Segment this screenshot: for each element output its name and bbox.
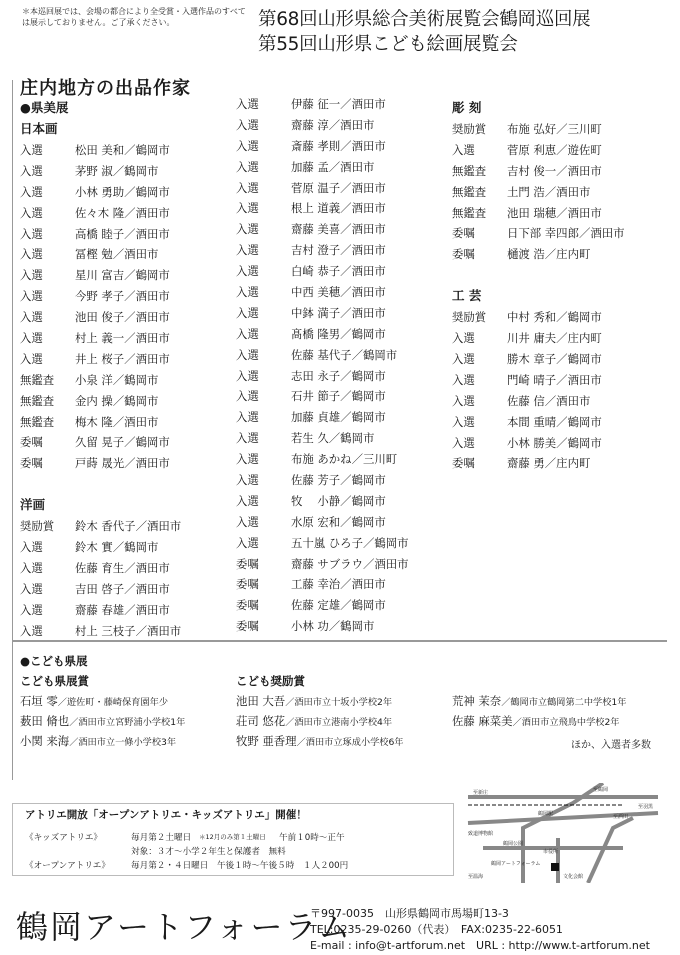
artist-name: 小林 勝美／鶴岡市 — [507, 435, 602, 450]
artist-name: 水原 宏和／鶴岡市 — [291, 514, 386, 529]
award-label: 無鑑査 — [20, 414, 55, 429]
award-label: 入選 — [236, 138, 259, 153]
list-item — [452, 328, 672, 349]
list-item — [452, 223, 672, 244]
award-label: 入選 — [236, 431, 259, 446]
kodomo-column-2 — [236, 671, 451, 751]
award-label: 無鑑査 — [20, 393, 55, 408]
artist-name: 工藤 幸治／酒田市 — [291, 577, 386, 592]
list-item — [452, 203, 672, 224]
award-label: 入選 — [452, 435, 475, 450]
chokoku-label: 彫 刻 — [452, 100, 482, 115]
artist-name: 布施 弘好／三川町 — [507, 122, 602, 136]
award-label: 委嘱 — [236, 598, 259, 613]
list-item — [20, 224, 220, 245]
award-label: 入選 — [236, 117, 259, 132]
artist-name: 吉田 啓子／酒田市 — [75, 581, 170, 596]
list-item — [452, 307, 672, 328]
kids-atelier-when: 毎月第２土曜日 — [131, 833, 192, 843]
award-label: 入選 — [236, 410, 259, 425]
list-item — [236, 595, 446, 616]
nihonga-label: 日本画 — [20, 121, 58, 136]
list-item — [236, 554, 446, 575]
map-label-atsumi: 至温海 — [468, 874, 484, 880]
map-label-park: 鶴岡公園 — [503, 841, 524, 847]
list-item — [452, 412, 672, 433]
artist-name: 斎藤 孝則／酒田市 — [291, 138, 386, 153]
award-label: 入選 — [20, 602, 43, 617]
list-item — [20, 349, 220, 370]
artist-name: 池田 俊子／酒田市 — [75, 310, 170, 325]
artist-name: 佐藤 育生／酒田市 — [75, 561, 170, 576]
artist-name: 石井 節子／鶴岡市 — [291, 389, 386, 404]
artist-name: 鈴木 實／鶴岡市 — [75, 540, 159, 555]
email-url: E-mail : info@t-artforum.net URL : http://www.t-artforum.net — [310, 939, 650, 952]
list-item — [236, 691, 451, 711]
tel-fax: TEL:0235-29-0260（代表） FAX:0235-22-6051 — [310, 923, 563, 936]
artist-name: 齋藤 淳／酒田市 — [291, 117, 375, 132]
list-item — [236, 386, 446, 407]
list-item — [20, 600, 220, 621]
list-item — [452, 711, 677, 731]
artist-name: 井上 桜子／酒田市 — [75, 351, 170, 366]
artist-name: 吉村 俊一／酒田市 — [507, 163, 602, 178]
award-label: 委嘱 — [452, 226, 475, 241]
award-label: 委嘱 — [20, 456, 43, 471]
award-label: 入選 — [236, 326, 259, 341]
child-school: ／酒田市立一條小学校3年 — [69, 737, 177, 748]
artist-name: 中村 秀和／鶴岡市 — [507, 310, 602, 325]
list-item — [236, 115, 446, 136]
list-item — [452, 182, 672, 203]
atelier-heading: アトリエ開放「オープンアトリエ・キッズアトリエ」開催！ — [25, 809, 307, 821]
artist-name: 五十嵐 ひろ子／鶴岡市 — [291, 535, 409, 550]
list-item — [20, 621, 220, 642]
award-label: 入選 — [236, 264, 259, 279]
list-item — [236, 616, 446, 637]
kids-atelier-name: 《キッズアトリエ》 — [25, 833, 103, 843]
artist-name: 若生 久／鶴岡市 — [291, 431, 375, 446]
list-item — [452, 391, 672, 412]
child-school: ／酒田市立琢成小学校6年 — [296, 737, 404, 748]
artist-name: 門崎 晴子／酒田市 — [507, 372, 602, 387]
award-label: 入選 — [20, 184, 43, 199]
award-label: 入選 — [452, 142, 475, 157]
child-name: 牧野 亜香理 — [236, 734, 297, 748]
list-item — [20, 516, 220, 537]
award-label: 入選 — [20, 310, 43, 325]
yoga-label: 洋画 — [20, 497, 46, 513]
artist-name: 齋藤 美喜／酒田市 — [291, 222, 386, 237]
list-item — [20, 412, 220, 433]
open-atelier-when: 毎月第２・４日曜日 午後１時〜午後５時 １人２00円 — [131, 861, 349, 871]
access-map — [463, 783, 663, 883]
award-label: 無鑑査 — [452, 205, 487, 220]
list-item — [236, 533, 446, 554]
award-label: 委嘱 — [236, 577, 259, 592]
map-label-sakata: 至酒田 — [613, 814, 629, 820]
artist-name: 志田 永子／鶴岡市 — [291, 368, 386, 383]
list-item — [236, 136, 446, 157]
kodomo-ken-label: こども県展賞 — [20, 674, 89, 688]
left-divider — [12, 80, 13, 780]
kodomo-ken-list — [20, 691, 235, 751]
list-item — [20, 307, 220, 328]
list-item — [236, 407, 446, 428]
list-item — [20, 161, 220, 182]
map-label-cityhall: 市役所 — [543, 849, 559, 855]
artist-name: 白崎 恭子／酒田市 — [291, 264, 386, 279]
award-label: 入選 — [236, 305, 259, 320]
list-item — [20, 432, 220, 453]
list-item — [20, 244, 220, 265]
kodomo-shorei-label: こども奨励賞 — [236, 674, 305, 688]
child-school: ／酒田市立十坂小学校2年 — [285, 697, 393, 708]
open-atelier-name: 《オープンアトリエ》 — [25, 861, 110, 871]
notice-text: ＊本巡回展では、会場の都合により全受賞・入選作品のすべては展示しておりません。ご了承ください。 — [22, 7, 246, 27]
list-item — [452, 691, 677, 711]
award-label: 入選 — [236, 452, 259, 467]
award-label: 入選 — [236, 222, 259, 237]
list-item — [236, 491, 446, 512]
artist-name: 小林 勇助／鶴岡市 — [75, 184, 170, 199]
list-item — [236, 711, 451, 731]
award-label: 入選 — [236, 159, 259, 174]
award-label: 委嘱 — [20, 435, 43, 450]
artist-name: 久留 晃子／鶴岡市 — [75, 435, 170, 450]
award-label: 入選 — [20, 143, 43, 157]
nihonga-list — [20, 140, 220, 474]
child-school: ／酒田市立飛鳥中学校2年 — [512, 717, 620, 728]
artist-name: 齋藤 サブラウ／酒田市 — [291, 556, 409, 571]
award-label: 入選 — [236, 535, 259, 550]
child-name: 佐藤 麻菜美 — [452, 714, 513, 728]
award-label: 奨励賞 — [20, 519, 55, 534]
artist-name: 髙橋 隆男／鶴岡市 — [291, 326, 386, 341]
list-item — [20, 140, 220, 161]
kodomo-column-3 — [452, 691, 677, 731]
award-label: 入選 — [20, 289, 43, 304]
artist-name: 土門 浩／酒田市 — [507, 184, 591, 199]
artist-name: 牧 小静／鶴岡市 — [291, 493, 386, 508]
list-item — [20, 203, 220, 224]
list-item — [236, 512, 446, 533]
award-label: 入選 — [236, 473, 259, 488]
map-label-bunka: 文化会館 — [563, 874, 584, 880]
column-1 — [20, 98, 220, 642]
map-label-haguro: 至羽黒 — [638, 804, 654, 810]
child-name: 荒神 茉奈 — [452, 694, 502, 708]
award-label: 入選 — [20, 351, 43, 366]
award-label: 無鑑査 — [20, 372, 55, 387]
map-label-shinjo: 至新庄 — [473, 790, 489, 796]
award-label: 委嘱 — [236, 556, 259, 571]
list-item — [20, 328, 220, 349]
exhibition-title-1: 第68回山形県総合美術展覧会鶴岡巡回展 — [258, 9, 591, 30]
artist-name: 樋渡 浩／庄内町 — [507, 247, 591, 262]
artist-name: 本間 重晴／鶴岡市 — [507, 414, 602, 429]
list-item — [236, 240, 446, 261]
kodomo-shorei-list — [236, 691, 451, 751]
artist-name: 齋藤 春雄／酒田市 — [75, 602, 170, 617]
child-name: 石垣 零 — [20, 694, 58, 708]
award-label: 入選 — [236, 347, 259, 362]
artist-name: 根上 道義／酒田市 — [291, 201, 386, 216]
list-item — [452, 119, 672, 140]
list-item — [20, 731, 235, 751]
kogei-label: 工 芸 — [452, 288, 482, 304]
artist-name: 高橋 睦子／酒田市 — [75, 226, 170, 241]
list-item — [452, 140, 672, 161]
postal-address: 〒997-0035 山形県鶴岡市馬場町13-3 — [310, 907, 509, 920]
child-name: 池田 大吾 — [236, 694, 286, 708]
artists-heading: 庄内地方の出品作家 — [20, 78, 191, 99]
artist-name: 梅木 隆／酒田市 — [75, 414, 159, 429]
chokoku-list — [452, 119, 672, 265]
list-item — [20, 558, 220, 579]
artist-name: 茅野 淑／鶴岡市 — [75, 163, 159, 178]
artist-name: 池田 瑞穂／酒田市 — [507, 205, 602, 220]
artist-name: 加藤 孟／酒田市 — [291, 159, 375, 174]
child-name: 薮田 脩也 — [20, 714, 70, 728]
list-item — [236, 282, 446, 303]
list-item — [20, 370, 220, 391]
award-label: 入選 — [20, 205, 43, 220]
award-label: 奨励賞 — [452, 310, 487, 325]
child-school: ／鶴岡市立鶴岡第二中学校1年 — [501, 697, 627, 708]
map-label-tsuruoka: 至鶴岡 — [593, 787, 609, 793]
award-label: 入選 — [236, 201, 259, 216]
list-item — [236, 345, 446, 366]
award-label: 入選 — [20, 623, 43, 638]
yoga-list — [20, 516, 220, 641]
kids-atelier-target: 対象：３才〜小学２年生と保護者 無料 — [131, 847, 286, 857]
list-item — [20, 537, 220, 558]
artist-name: 菅原 利恵／遊佐町 — [507, 142, 602, 157]
kodomo-heading: ●こども県展 — [20, 654, 88, 668]
award-label: 入選 — [20, 581, 43, 596]
list-item — [236, 178, 446, 199]
award-label: 入選 — [236, 243, 259, 258]
exhibition-title-2: 第55回山形県こども絵画展覧会 — [258, 34, 518, 55]
kodomo-col3-list — [452, 691, 677, 731]
list-item — [20, 265, 220, 286]
list-item — [20, 579, 220, 600]
award-label: 入選 — [452, 331, 475, 346]
award-label: 入選 — [20, 268, 43, 283]
list-item — [236, 324, 446, 345]
artist-name: 戸蒔 晟光／酒田市 — [75, 456, 170, 471]
award-label: 入選 — [20, 331, 43, 346]
artist-name: 小林 功／鶴岡市 — [291, 619, 375, 634]
list-item — [20, 391, 220, 412]
artist-name: 佐藤 信／酒田市 — [507, 393, 591, 408]
award-label: 委嘱 — [452, 456, 475, 471]
list-item — [236, 303, 446, 324]
map-label-chido: 致道博物館 — [468, 831, 494, 837]
child-school: ／酒田市立宮野浦小学校1年 — [69, 717, 186, 728]
list-item — [20, 711, 235, 731]
col2-list — [236, 94, 446, 637]
award-label: 入選 — [20, 540, 43, 555]
column-3 — [452, 98, 672, 474]
list-item — [452, 349, 672, 370]
artist-name: 松田 美和／鶴岡市 — [75, 143, 170, 157]
award-label: 入選 — [236, 97, 259, 111]
award-label: 入選 — [236, 389, 259, 404]
list-item — [452, 370, 672, 391]
map-road-5 — [588, 818, 633, 883]
artist-name: 菅原 温子／酒田市 — [291, 180, 386, 195]
list-item — [236, 574, 446, 595]
award-label: 入選 — [236, 493, 259, 508]
artist-name: 星川 富吉／鶴岡市 — [75, 268, 170, 283]
artist-name: 村上 義一／酒田市 — [75, 331, 170, 346]
list-item — [236, 366, 446, 387]
artist-name: 吉村 澄子／酒田市 — [291, 243, 386, 258]
list-item — [20, 453, 220, 474]
award-label: 入選 — [236, 368, 259, 383]
list-item — [236, 94, 446, 115]
forum-logo: 鶴岡アートフォーラム — [16, 908, 353, 946]
list-item — [236, 157, 446, 178]
list-item — [20, 182, 220, 203]
column-2 — [236, 94, 446, 637]
award-label: 入選 — [20, 163, 43, 178]
list-item — [20, 691, 235, 711]
list-item — [236, 428, 446, 449]
artist-name: 冨樫 勉／酒田市 — [75, 247, 159, 262]
list-item — [236, 198, 446, 219]
list-item — [236, 219, 446, 240]
child-name: 荘司 悠花 — [236, 714, 286, 728]
list-item — [20, 286, 220, 307]
artist-name: 中西 美穂／酒田市 — [291, 285, 386, 300]
award-label: 入選 — [20, 561, 43, 576]
atelier-box — [12, 803, 454, 876]
list-item — [236, 731, 451, 751]
award-label: 委嘱 — [452, 247, 475, 262]
kids-atelier-note: ＊12月のみ第１土曜日 — [199, 833, 266, 841]
award-label: 奨励賞 — [452, 122, 487, 136]
list-item — [452, 453, 672, 474]
artist-name: 中鉢 満子／酒田市 — [291, 305, 386, 320]
map-forum-marker — [551, 863, 559, 871]
artist-name: 鈴木 香代子／酒田市 — [75, 519, 182, 534]
artist-name: 今野 孝子／酒田市 — [75, 289, 170, 304]
others-note: ほか、入選者多数 — [571, 740, 651, 751]
list-item — [236, 261, 446, 282]
artist-name: 金内 操／鶴岡市 — [75, 393, 159, 408]
artist-name: 佐々木 隆／酒田市 — [75, 205, 170, 220]
award-label: 委嘱 — [236, 619, 259, 634]
award-label: 入選 — [452, 352, 475, 367]
list-item — [452, 161, 672, 182]
artist-name: 齋藤 勇／庄内町 — [507, 456, 591, 471]
artist-name: 加藤 貞雄／鶴岡市 — [291, 410, 386, 425]
artist-name: 村上 三枝子／酒田市 — [75, 623, 182, 638]
artist-name: 勝木 章子／鶴岡市 — [507, 352, 602, 367]
list-item — [452, 433, 672, 454]
artist-name: 小泉 洋／鶴岡市 — [75, 372, 159, 387]
list-item — [452, 244, 672, 265]
award-label: 入選 — [236, 514, 259, 529]
artist-name: 日下部 幸四郎／酒田市 — [507, 226, 625, 241]
award-label: 入選 — [452, 414, 475, 429]
artist-name: 佐藤 芳子／鶴岡市 — [291, 473, 386, 488]
artist-name: 伊藤 征一／酒田市 — [291, 97, 386, 111]
list-item — [236, 470, 446, 491]
kids-atelier-time: 午前１0時〜正午 — [279, 833, 345, 843]
award-label: 入選 — [236, 180, 259, 195]
kodomo-column-1 — [20, 651, 235, 751]
award-label: 無鑑査 — [452, 163, 487, 178]
award-label: 入選 — [452, 372, 475, 387]
award-label: 入選 — [20, 226, 43, 241]
ken-heading: ●県美展 — [20, 100, 69, 115]
list-item — [236, 449, 446, 470]
award-label: 無鑑査 — [452, 184, 487, 199]
award-label: 入選 — [236, 285, 259, 300]
award-label: 入選 — [452, 393, 475, 408]
award-label: 入選 — [20, 247, 43, 262]
artist-name: 布施 あかね／三川町 — [291, 452, 398, 467]
map-label-station: 鶴岡駅 — [538, 811, 554, 817]
artist-name: 佐藤 定雄／鶴岡市 — [291, 598, 386, 613]
kogei-list — [452, 307, 672, 474]
artist-name: 佐藤 基代子／鶴岡市 — [291, 347, 398, 362]
child-school: ／遊佐町・藤崎保育園年少 — [57, 697, 169, 708]
artist-name: 川井 庸夫／庄内町 — [507, 331, 602, 346]
child-name: 小関 来海 — [20, 734, 70, 748]
child-school: ／酒田市立港南小学校4年 — [285, 717, 393, 728]
map-label-forum: 鶴岡アートフォーラム — [491, 861, 541, 867]
section-divider — [12, 640, 667, 642]
